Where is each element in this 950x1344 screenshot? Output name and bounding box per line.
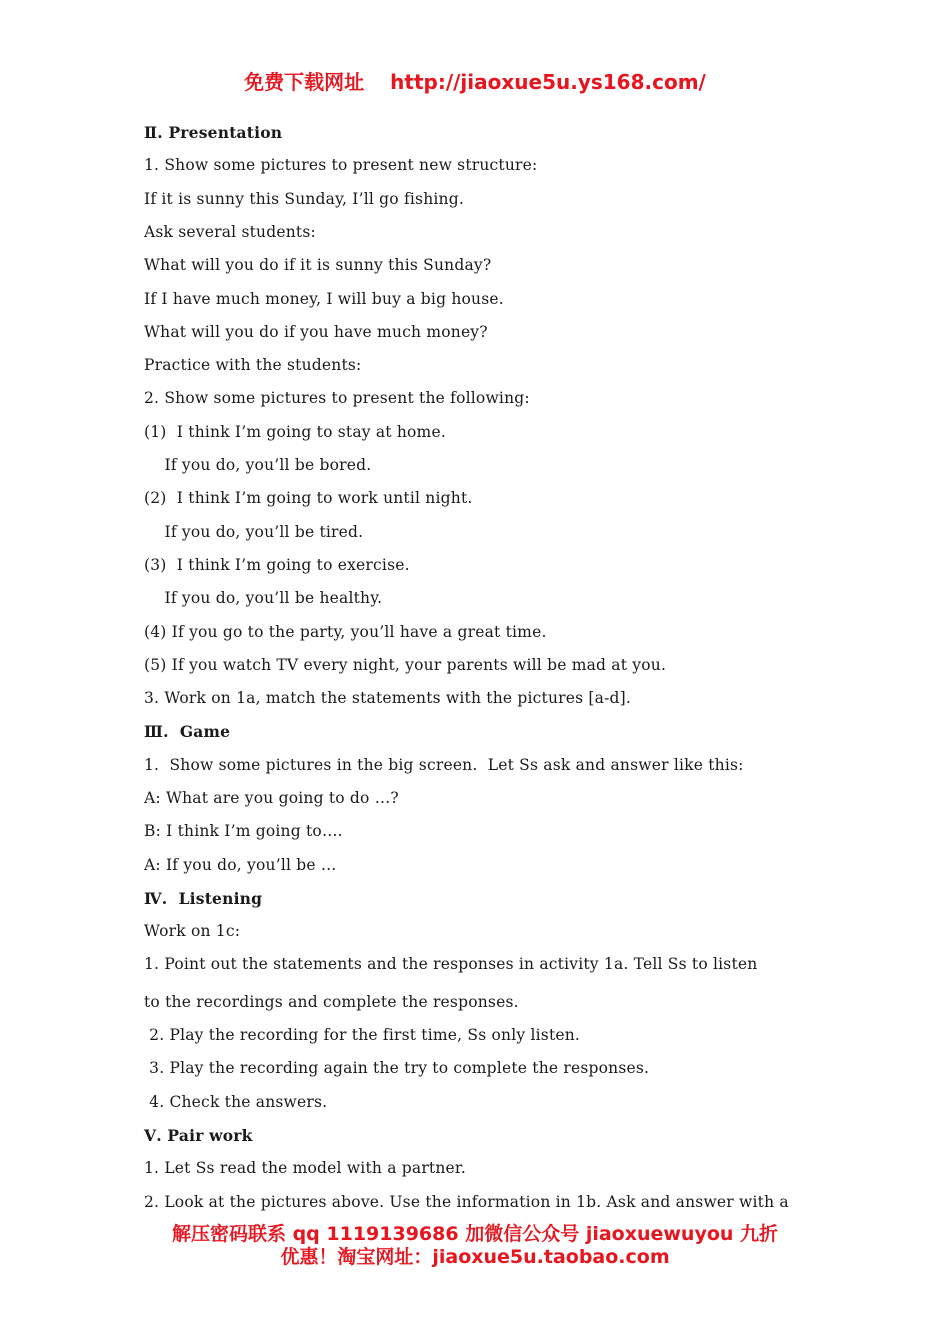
text-line: If it is sunny this Sunday, I’ll go fishing.	[144, 190, 464, 208]
text-line: Practice with the students:	[144, 356, 362, 374]
section-heading: Ⅱ. Presentation	[144, 123, 283, 142]
text-line: If I have much money, I will buy a big house.	[144, 290, 504, 308]
text-line: Work on 1c:	[144, 922, 241, 940]
section-heading: Ⅴ. Pair work	[144, 1126, 253, 1145]
text-line: (3) I think I’m going to exercise.	[144, 556, 410, 574]
text-line: 2. Play the recording for the first time, Ss only listen.	[144, 1026, 581, 1044]
text-line: 1. Show some pictures in the big screen. Let Ss ask and answer like this:	[144, 756, 744, 774]
text-line: If you do, you’ll be tired.	[144, 523, 364, 541]
header-url-link[interactable]: http://jiaoxue5u.ys168.com/	[390, 70, 706, 94]
text-line: 4. Check the answers.	[144, 1093, 328, 1111]
text-line: A: What are you going to do …?	[144, 789, 399, 807]
text-line: 2. Look at the pictures above. Use the information in 1b. Ask and answer with a	[144, 1193, 789, 1211]
text-line: (1) I think I’m going to stay at home.	[144, 423, 446, 441]
text-line: (2) I think I’m going to work until night.	[144, 489, 473, 507]
header-banner	[0, 66, 950, 95]
section-heading: Ⅳ. Listening	[144, 889, 263, 908]
footer-line-2: 优惠！淘宝网址：jiaoxue5u.taobao.com	[280, 1246, 670, 1268]
text-line: If you do, you’ll be bored.	[144, 456, 372, 474]
text-line: If you do, you’ll be healthy.	[144, 589, 383, 607]
text-line: What will you do if it is sunny this Sunday?	[144, 256, 492, 274]
text-line: 1. Point out the statements and the responses in activity 1a. Tell Ss to listen	[144, 955, 758, 973]
text-line: 1. Let Ss read the model with a partner.	[144, 1159, 466, 1177]
header-label: 免费下载网址	[244, 70, 365, 94]
text-line: What will you do if you have much money?	[144, 323, 488, 341]
text-line: Ask several students:	[144, 223, 316, 241]
text-line: 1. Show some pictures to present new structure:	[144, 156, 538, 174]
section-heading: Ⅲ. Game	[144, 722, 231, 741]
text-line: 3. Play the recording again the try to complete the responses.	[144, 1059, 650, 1077]
text-line: to the recordings and complete the responses.	[144, 993, 519, 1011]
text-line: (5) If you watch TV every night, your parents will be mad at you.	[144, 656, 667, 674]
text-line: B: I think I’m going to….	[144, 822, 343, 840]
text-line: 2. Show some pictures to present the following:	[144, 389, 530, 407]
text-line: (4) If you go to the party, you’ll have a great time.	[144, 623, 547, 641]
text-line: A: If you do, you’ll be …	[144, 856, 337, 874]
text-line: 3. Work on 1a, match the statements with the pictures [a-d].	[144, 689, 632, 707]
footer-line-1: 解压密码联系 qq 1119139686 加微信公众号 jiaoxuewuyou 九折	[171, 1223, 779, 1245]
